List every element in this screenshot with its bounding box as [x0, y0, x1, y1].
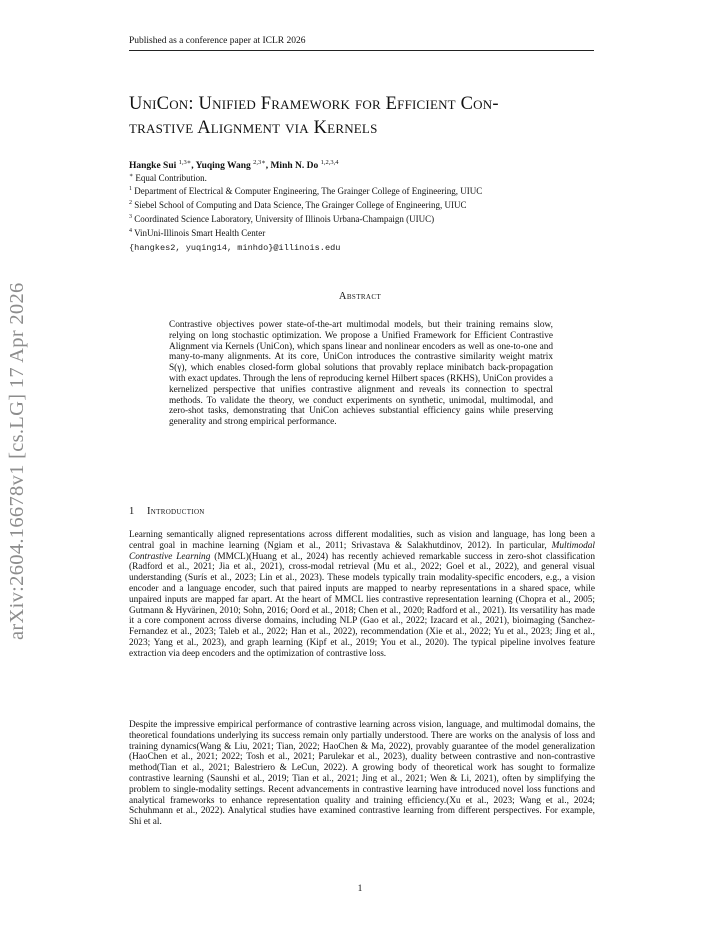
- affiliation-mark: 4: [129, 228, 132, 234]
- title-line-2: trastive Alignment via Kernels: [129, 118, 378, 138]
- author-separator: ,: [191, 161, 196, 172]
- author-affil-marks: 1,2,3,4: [320, 159, 339, 166]
- affiliation-mark: 2: [129, 200, 132, 206]
- paragraph-text: Learning semantically aligned representations across different modalities, such as vision and language, has long been a central goal in machine learning (Ngiam et al., 2011; Srivastava & Salakhutdinov, 2012). In particular,: [129, 530, 595, 551]
- author-affil-marks: 2,3∗: [253, 159, 266, 166]
- affiliation-text: Department of Electrical & Computer Engineering, The Grainger College of Engineering, UIUC: [134, 186, 483, 196]
- paragraph-emphasis: Multimodal Contrastive Learning: [129, 540, 595, 562]
- affiliation-text: Coordinated Science Laboratory, University of Illinois Urbana-Champaign (UIUC): [134, 214, 435, 224]
- affiliation-mark: 3: [129, 214, 132, 220]
- author-name: Yuqing Wang: [195, 161, 251, 172]
- page-number: 1: [357, 884, 363, 894]
- affiliation-mark: 1: [129, 186, 132, 192]
- affiliation-line: [129, 186, 482, 196]
- paper-title: [129, 92, 599, 140]
- section-number: 1: [129, 506, 135, 517]
- affiliation-mark: ∗: [129, 173, 134, 179]
- author-separator: ,: [265, 161, 271, 172]
- intro-paragraph-2: Despite the impressive empirical performance of contrastive learning across vision, language, and multimodal domains, the theoretical foundations underlying its success remain only partially understood. There are works on the analysis of loss and training dynamics(Wang & Liu, 2021; Tian, 2022; HaoChen & Ma, 2022), provably guarantee of the model generalization (HaoChen et al., 2021; 2022; Tosh et al., 2021; Parulekar et al., 2023), duality between contrastive and non-contrastive method(Tian et al., 2021; Balestriero & LeCun, 2022). A growing body of theoretical work has sought to formalize contrastive learning (Saunshi et al., 2019; Tian et al., 2021; Jing et al., 2021; Wen & Li, 2021), often by simplifying the problem to single-modality settings. Recent advancements in contrastive learning have introduced novel loss functions and analytical frameworks to enhance representation quality and training efficiency.(Xu et al., 2023; Wang et al., 2024; Schuhmann et al., 2022). Analytical studies have examined contrastive learning from different perspectives. For example, Shi et al.: [129, 720, 595, 828]
- section-heading: [129, 506, 205, 517]
- running-header: Published as a conference paper at ICLR 2026: [129, 36, 306, 46]
- author-list: [129, 158, 339, 171]
- author-name: Hangke Sui: [129, 161, 177, 172]
- affiliation-text: Equal Contribution.: [135, 173, 207, 183]
- affiliation-text: VinUni-Illinois Smart Health Center: [134, 228, 266, 238]
- affiliation-line: [129, 200, 467, 210]
- author-affil-marks: 1,3∗: [178, 159, 192, 166]
- section-title: Introduction: [147, 506, 205, 517]
- affiliation-line: [129, 228, 265, 238]
- affiliation-line: [129, 214, 434, 224]
- affiliation-text: Siebel School of Computing and Data Science, The Grainger College of Engineering, UIUC: [134, 200, 467, 210]
- abstract-heading: Abstract: [338, 291, 382, 302]
- intro-paragraph-1: [129, 530, 595, 660]
- author-emails: {hangkes2, yuqing14, minhdo}@illinois.edu: [129, 243, 341, 253]
- title-line-1: UniCon: Unified Framework for Efficient Con-: [129, 94, 499, 114]
- paragraph-text: (MMCL)(Huang et al., 2024) has recently achieved remarkable success in zero-shot classification (Radford et al., 2021; Jia et al., 2021), cross-modal retrieval (Mu et al., 2022; Goel et al., 2022), and general visual understanding (Surís et al., 2023; Lin et al., 2023). These models typically train modality-specific encoders, e.g., a vision encoder and a language encoder, such that paired inputs are mapped to nearby representations in a shared space, while unpaired inputs are mapped far apart. At the heart of MMCL lies contrastive representation learning (Chopra et al., 2005; Gutmann & Hyvärinen, 2010; Sohn, 2016; Oord et al., 2018; Chen et al., 2020; Radford et al., 2021). Its versatility has made it a core component across diverse domains, including NLP (Gao et al., 2022; Izacard et al., 2021), bioimaging (Sanchez-Fernandez et al., 2023; Taleb et al., 2022; Han et al., 2022), recommendation (Xie et al., 2022; Yu et al., 2023; Jing et al., 2023; Yang et al., 2023), and graph learning (Kipf et al., 2019; You et al., 2020). The typical pipeline involves feature extraction via deep encoders and the optimization of contrastive loss.: [129, 551, 595, 659]
- affiliation-line: [129, 172, 207, 183]
- arxiv-stamp: arXiv:2604.16678v1 [cs.LG] 17 Apr 2026: [6, 282, 28, 640]
- author-name: Minh N. Do: [270, 161, 319, 172]
- header-rule: [129, 50, 594, 51]
- abstract-body: Contrastive objectives power state-of-the-art multimodal models, but their training remains slow, relying on long stochastic optimization. We propose a Unified Framework for Efficient Contrastive Alignment via Kernels (UniCon), which spans linear and nonlinear encoders as well as one-to-one and many-to-many alignments. At its core, UniCon introduces the contrastive similarity weight matrix S(γ), which enables closed-form global solutions that provably replace minibatch back-propagation with exact updates. Through the lens of reproducing kernel Hilbert spaces (RKHS), UniCon provides a kernelized perspective that unifies contrastive alignment and reveals its connection to spectral methods. To validate the theory, we conduct experiments on synthetic, unimodal, multimodal, and zero-shot tasks, demonstrating that UniCon achieves substantial efficiency gains while preserving generality and strong empirical performance.: [169, 320, 553, 428]
